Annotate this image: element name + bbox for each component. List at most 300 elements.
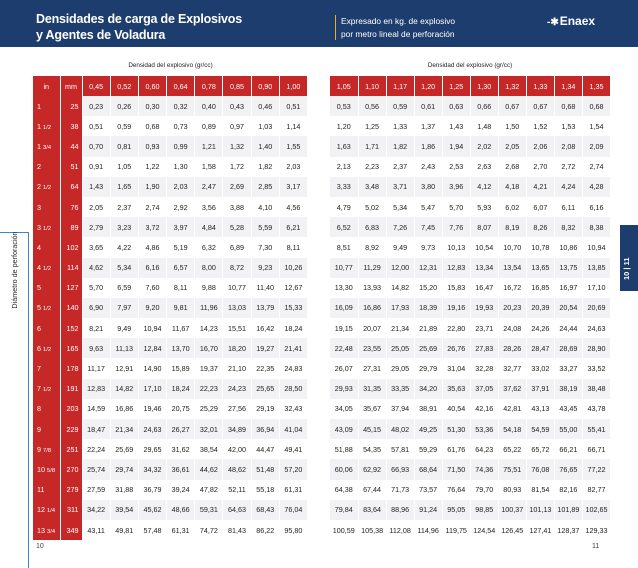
table-cell: 79,70 xyxy=(470,480,498,500)
table-cell: 1,32 xyxy=(223,136,251,156)
diameter-inches xyxy=(33,217,60,237)
diameter-inches-whole: 10 xyxy=(37,464,45,474)
diameter-mm: 191 xyxy=(60,379,82,399)
diameter-inches-whole: 2 xyxy=(37,182,41,192)
table-cell: 9,88 xyxy=(195,278,223,298)
diameter-inches-whole: 5 xyxy=(37,303,41,313)
table-cell: 24,83 xyxy=(279,358,307,378)
table-cell: 5,02 xyxy=(358,197,386,217)
diameter-inches-fraction: 1/2 xyxy=(43,185,52,192)
header-density: 1,35 xyxy=(582,76,610,96)
table-cell: 75,51 xyxy=(498,459,526,479)
table-cell: 19,46 xyxy=(138,399,166,419)
table-cell: 8,19 xyxy=(498,217,526,237)
table-row xyxy=(330,258,611,278)
diameter-inches-whole: 8 xyxy=(37,404,41,414)
table-cell: 5,47 xyxy=(414,197,442,217)
table-cell: 4,86 xyxy=(138,237,166,257)
table-cell: 119,75 xyxy=(442,520,470,540)
table-cell: 10,94 xyxy=(138,318,166,338)
table-cell: 24,63 xyxy=(582,318,610,338)
table-cell: 8,72 xyxy=(223,258,251,278)
table-cell: 8,38 xyxy=(582,217,610,237)
table-row xyxy=(33,399,308,419)
table-row xyxy=(330,358,611,378)
table-cell: 1,43 xyxy=(82,177,110,197)
diameter-mm: 51 xyxy=(60,157,82,177)
table-cell: 71,50 xyxy=(442,459,470,479)
table-cell: 4,84 xyxy=(195,217,223,237)
diameter-inches xyxy=(33,96,60,116)
table-cell: 5,70 xyxy=(442,197,470,217)
table-cell: 31,62 xyxy=(167,439,195,459)
table-cell: 10,78 xyxy=(526,237,554,257)
diameter-mm: 203 xyxy=(60,399,82,419)
table-cell: 1,71 xyxy=(358,136,386,156)
diameter-inches-whole: 11 xyxy=(37,485,45,495)
table-cell: 44,47 xyxy=(251,439,279,459)
table-cell: 49,25 xyxy=(414,419,442,439)
table-cell: 19,16 xyxy=(442,298,470,318)
table-cell: 61,31 xyxy=(167,520,195,540)
table-cell: 0,70 xyxy=(82,136,110,156)
diameter-inches-whole: 9 xyxy=(37,424,41,434)
table-cell: 20,07 xyxy=(358,318,386,338)
table-row xyxy=(330,459,611,479)
table-cell: 6,11 xyxy=(554,197,582,217)
table-cell: 13,85 xyxy=(582,258,610,278)
table-cell: 25,65 xyxy=(251,379,279,399)
table-cell: 39,24 xyxy=(167,480,195,500)
table-cell: 100,37 xyxy=(498,500,526,520)
table-cell: 0,66 xyxy=(470,96,498,116)
table-cell: 24,23 xyxy=(223,379,251,399)
table-cell: 8,51 xyxy=(330,237,358,257)
table-cell: 16,86 xyxy=(358,298,386,318)
table-cell: 65,22 xyxy=(498,439,526,459)
diameter-inches-fraction: 1/2 xyxy=(43,346,52,353)
table-cell: 43,13 xyxy=(526,399,554,419)
diameter-mm: 25 xyxy=(60,96,82,116)
diameter-mm: 114 xyxy=(60,258,82,278)
page-title xyxy=(36,11,242,43)
table-cell: 26,76 xyxy=(442,338,470,358)
header-density: 0,60 xyxy=(138,76,166,96)
table-cell: 36,79 xyxy=(138,480,166,500)
table-cell: 81,43 xyxy=(223,520,251,540)
table-cell: 54,18 xyxy=(498,419,526,439)
table-cell: 21,34 xyxy=(110,419,138,439)
diameter-inches-fraction: 5/8 xyxy=(47,467,56,474)
table-cell: 9,81 xyxy=(167,298,195,318)
table-cell: 62,92 xyxy=(358,459,386,479)
table-cell: 21,34 xyxy=(386,318,414,338)
table-cell: 33,02 xyxy=(526,358,554,378)
subtitle-line-1: Expresado en kg. de explosivo xyxy=(341,16,456,26)
table-cell: 36,61 xyxy=(167,459,195,479)
table-cell: 11,29 xyxy=(358,258,386,278)
table-cell: 38,91 xyxy=(414,399,442,419)
table-cell: 31,35 xyxy=(358,379,386,399)
diameter-inches-whole: 6 xyxy=(37,343,41,353)
table-cell: 37,91 xyxy=(526,379,554,399)
table-cell: 34,22 xyxy=(82,500,110,520)
table-cell: 4,79 xyxy=(330,197,358,217)
table-cell: 33,52 xyxy=(582,358,610,378)
table-cell: 15,51 xyxy=(223,318,251,338)
diameter-mm: 229 xyxy=(60,419,82,439)
table-cell: 4,10 xyxy=(251,197,279,217)
table-cell: 31,04 xyxy=(442,358,470,378)
header-density: 1,30 xyxy=(470,76,498,96)
table-cell: 2,37 xyxy=(386,157,414,177)
table-cell: 22,24 xyxy=(82,439,110,459)
table-cell: 3,71 xyxy=(386,177,414,197)
table-cell: 57,81 xyxy=(386,439,414,459)
table-cell: 73,57 xyxy=(414,480,442,500)
table-cell: 102,65 xyxy=(582,500,610,520)
table-cell: 2,92 xyxy=(167,197,195,217)
table-row xyxy=(330,419,611,439)
table-cell: 100,59 xyxy=(330,520,358,540)
table-cell: 11,13 xyxy=(110,338,138,358)
table-cell: 0,81 xyxy=(110,136,138,156)
table-row xyxy=(33,358,308,378)
diameter-inches xyxy=(33,338,60,358)
table-row xyxy=(33,278,308,298)
table-header-row xyxy=(33,76,308,96)
table-cell: 0,89 xyxy=(195,116,223,136)
table-cell: 2,74 xyxy=(582,157,610,177)
table-cell: 17,10 xyxy=(582,278,610,298)
table-cell: 14,82 xyxy=(110,379,138,399)
table-cell: 15,20 xyxy=(414,278,442,298)
table-cell: 1,20 xyxy=(330,116,358,136)
diameter-inches-whole: 13 xyxy=(37,525,45,535)
table-row xyxy=(330,197,611,217)
table-cell: 14,59 xyxy=(82,399,110,419)
table-cell: 24,44 xyxy=(554,318,582,338)
table-cell: 1,50 xyxy=(498,116,526,136)
table-row xyxy=(330,96,611,116)
table-cell: 1,63 xyxy=(330,136,358,156)
table-cell: 74,36 xyxy=(470,459,498,479)
table-cell: 4,56 xyxy=(279,197,307,217)
table-cell: 59,31 xyxy=(195,500,223,520)
table-cell: 0,40 xyxy=(195,96,223,116)
table-cell: 76,08 xyxy=(526,459,554,479)
table-cell: 9,49 xyxy=(110,318,138,338)
table-cell: 0,59 xyxy=(110,116,138,136)
table-cell: 24,63 xyxy=(138,419,166,439)
table-cell: 12,83 xyxy=(82,379,110,399)
table-cell: 0,67 xyxy=(498,96,526,116)
table-cell: 38,48 xyxy=(582,379,610,399)
table-cell: 0,93 xyxy=(138,136,166,156)
table-cell: 43,78 xyxy=(582,399,610,419)
diameter-inches xyxy=(33,116,60,136)
table-cell: 0,91 xyxy=(82,157,110,177)
header-density: 1,25 xyxy=(442,76,470,96)
table-cell: 15,33 xyxy=(279,298,307,318)
table-cell: 71,73 xyxy=(386,480,414,500)
table-cell: 2,63 xyxy=(470,157,498,177)
diameter-inches xyxy=(33,399,60,419)
table-row xyxy=(330,136,611,156)
table-cell: 1,05 xyxy=(110,157,138,177)
table-cell: 0,56 xyxy=(358,96,386,116)
table-cell: 1,30 xyxy=(167,157,195,177)
diameter-inches xyxy=(33,379,60,399)
table-cell: 13,79 xyxy=(251,298,279,318)
table-row xyxy=(33,136,308,156)
table-cell: 21,41 xyxy=(279,338,307,358)
table-cell: 7,45 xyxy=(414,217,442,237)
header-divider xyxy=(335,15,336,40)
table-row xyxy=(330,338,611,358)
table-cell: 16,09 xyxy=(330,298,358,318)
table-cell: 13,75 xyxy=(554,258,582,278)
table-cell: 52,11 xyxy=(223,480,251,500)
table-cell: 14,23 xyxy=(195,318,223,338)
table-cell: 60,06 xyxy=(330,459,358,479)
table-cell: 19,15 xyxy=(330,318,358,338)
table-cell: 16,97 xyxy=(554,278,582,298)
header-density: 0,85 xyxy=(223,76,251,96)
table-cell: 13,65 xyxy=(526,258,554,278)
table-cell: 2,23 xyxy=(358,157,386,177)
table-cell: 1,40 xyxy=(251,136,279,156)
table-cell: 80,93 xyxy=(498,480,526,500)
table-cell: 6,52 xyxy=(330,217,358,237)
diameter-mm: 64 xyxy=(60,177,82,197)
table-cell: 3,97 xyxy=(167,217,195,237)
table-cell: 23,55 xyxy=(358,338,386,358)
table-cell: 0,59 xyxy=(386,96,414,116)
table-cell: 29,93 xyxy=(330,379,358,399)
diameter-inches-fraction: 1/2 xyxy=(43,225,52,232)
table-cell: 22,35 xyxy=(251,358,279,378)
table-cell: 10,86 xyxy=(554,237,582,257)
table-cell: 1,48 xyxy=(470,116,498,136)
table-cell: 13,70 xyxy=(167,338,195,358)
table-cell: 22,23 xyxy=(195,379,223,399)
table-cell: 57,48 xyxy=(138,520,166,540)
diameter-mm: 152 xyxy=(60,318,82,338)
table-cell: 3,23 xyxy=(110,217,138,237)
table-cell: 51,88 xyxy=(330,439,358,459)
table-row xyxy=(330,237,611,257)
table-row xyxy=(33,217,308,237)
table-cell: 2,08 xyxy=(554,136,582,156)
table-cell: 2,79 xyxy=(82,217,110,237)
table-row xyxy=(330,520,611,540)
table-row xyxy=(33,116,308,136)
table-cell: 2,53 xyxy=(442,157,470,177)
table-cell: 8,11 xyxy=(279,237,307,257)
table-cell: 39,54 xyxy=(110,500,138,520)
table-cell: 29,74 xyxy=(110,459,138,479)
table-cell: 77,22 xyxy=(582,459,610,479)
table-cell: 0,67 xyxy=(526,96,554,116)
table-cell: 19,37 xyxy=(195,358,223,378)
table-cell: 11,17 xyxy=(82,358,110,378)
table-cell: 13,03 xyxy=(223,298,251,318)
table-cell: 12,67 xyxy=(279,278,307,298)
table-row xyxy=(330,480,611,500)
diameter-inches-whole: 5 xyxy=(37,283,41,293)
header-density: 0,64 xyxy=(167,76,195,96)
table-cell: 2,85 xyxy=(251,177,279,197)
table-cell: 37,62 xyxy=(498,379,526,399)
table-cell: 8,07 xyxy=(470,217,498,237)
table-cell: 20,69 xyxy=(582,298,610,318)
diameter-inches-whole: 3 xyxy=(37,202,41,212)
title-line-1: Densidades de carga de Explosivos xyxy=(36,12,242,26)
table-cell: 8,00 xyxy=(195,258,223,278)
table-cell: 0,53 xyxy=(330,96,358,116)
table-cell: 5,34 xyxy=(386,197,414,217)
diameter-mm: 279 xyxy=(60,480,82,500)
table-cell: 2,68 xyxy=(498,157,526,177)
page-number-left: 10 xyxy=(36,543,44,550)
table-cell: 26,07 xyxy=(330,358,358,378)
table-cell: 7,60 xyxy=(138,278,166,298)
table-cell: 3,72 xyxy=(138,217,166,237)
table-cell: 20,54 xyxy=(554,298,582,318)
table-cell: 124,54 xyxy=(470,520,498,540)
diameter-inches-whole: 1 xyxy=(37,141,41,151)
table-cell: 19,93 xyxy=(470,298,498,318)
table-cell: 2,72 xyxy=(554,157,582,177)
table-cell: 1,03 xyxy=(251,116,279,136)
table-row xyxy=(330,439,611,459)
diameter-mm: 89 xyxy=(60,217,82,237)
table-cell: 9,23 xyxy=(251,258,279,278)
diameter-mm: 251 xyxy=(60,439,82,459)
table-cell: 7,97 xyxy=(110,298,138,318)
diameter-mm: 44 xyxy=(60,136,82,156)
table-cell: 42,81 xyxy=(498,399,526,419)
table-cell: 64,63 xyxy=(223,500,251,520)
table-cell: 25,69 xyxy=(414,338,442,358)
table-cell: 26,27 xyxy=(167,419,195,439)
table-cell: 88,96 xyxy=(386,500,414,520)
diameter-inches xyxy=(33,480,60,500)
table-cell: 0,68 xyxy=(138,116,166,136)
diameter-mm: 311 xyxy=(60,500,82,520)
table-row xyxy=(330,278,611,298)
table-cell: 9,20 xyxy=(138,298,166,318)
table-cell: 5,28 xyxy=(223,217,251,237)
table-cell: 27,59 xyxy=(82,480,110,500)
table-row xyxy=(330,379,611,399)
table-cell: 28,90 xyxy=(582,338,610,358)
diameter-mm: 165 xyxy=(60,338,82,358)
page-tab-label: 10 | 11 xyxy=(622,257,631,280)
table-cell: 53,36 xyxy=(470,419,498,439)
table-cell: 34,89 xyxy=(223,419,251,439)
table-cell: 82,77 xyxy=(582,480,610,500)
table-row xyxy=(33,338,308,358)
table-cell: 1,43 xyxy=(442,116,470,136)
table-cell: 33,35 xyxy=(386,379,414,399)
table-cell: 16,47 xyxy=(470,278,498,298)
table-cell: 65,72 xyxy=(526,439,554,459)
table-cell: 12,91 xyxy=(110,358,138,378)
table-cell: 21,10 xyxy=(223,358,251,378)
header-density: 0,78 xyxy=(195,76,223,96)
table-cell: 42,00 xyxy=(223,439,251,459)
diameter-mm: 76 xyxy=(60,197,82,217)
table-cell: 45,62 xyxy=(138,500,166,520)
table-cell: 1,21 xyxy=(195,136,223,156)
table-row xyxy=(33,298,308,318)
table-cell: 23,71 xyxy=(470,318,498,338)
table-cell: 55,41 xyxy=(582,419,610,439)
diameter-inches xyxy=(33,136,60,156)
table-row xyxy=(330,318,611,338)
header-in: in xyxy=(33,76,60,96)
table-row xyxy=(330,177,611,197)
diameter-inches xyxy=(33,278,60,298)
table-cell: 10,77 xyxy=(223,278,251,298)
table-cell: 67,44 xyxy=(358,480,386,500)
table-cell: 7,30 xyxy=(251,237,279,257)
table-cell: 83,64 xyxy=(358,500,386,520)
table-row xyxy=(33,96,308,116)
table-cell: 49,81 xyxy=(110,520,138,540)
table-cell: 10,70 xyxy=(498,237,526,257)
table-row xyxy=(33,318,308,338)
table-cell: 6,32 xyxy=(195,237,223,257)
table-cell: 114,96 xyxy=(414,520,442,540)
table-cell: 12,00 xyxy=(386,258,414,278)
table-header-row xyxy=(330,76,611,96)
table-cell: 81,54 xyxy=(526,480,554,500)
diameter-inches-whole: 1 xyxy=(37,101,41,111)
table-cell: 13,93 xyxy=(358,278,386,298)
table-cell: 59,29 xyxy=(414,439,442,459)
table-cell: 8,26 xyxy=(526,217,554,237)
table-cell: 0,61 xyxy=(414,96,442,116)
table-cell: 4,24 xyxy=(554,177,582,197)
table-cell: 0,99 xyxy=(167,136,195,156)
diameter-inches-whole: 9 xyxy=(37,444,41,454)
table-cell: 1,55 xyxy=(279,136,307,156)
table-cell: 16,72 xyxy=(498,278,526,298)
table-cell: 3,80 xyxy=(414,177,442,197)
table-cell: 10,13 xyxy=(442,237,470,257)
table-cell: 0,51 xyxy=(279,96,307,116)
table-cell: 3,33 xyxy=(330,177,358,197)
table-cell: 8,21 xyxy=(82,318,110,338)
table-cell: 10,54 xyxy=(470,237,498,257)
header-density: 1,00 xyxy=(279,76,307,96)
table-cell: 11,96 xyxy=(195,298,223,318)
header-density: 0,45 xyxy=(82,76,110,96)
diameter-axis-label: Diámetro de perforación xyxy=(10,231,19,309)
table-cell: 16,85 xyxy=(526,278,554,298)
table-cell: 18,47 xyxy=(82,419,110,439)
table-cell: 2,69 xyxy=(223,177,251,197)
table-cell: 1,94 xyxy=(442,136,470,156)
diameter-inches xyxy=(33,157,60,177)
diameter-mm: 140 xyxy=(60,298,82,318)
table-cell: 9,63 xyxy=(82,338,110,358)
table-cell: 66,93 xyxy=(386,459,414,479)
page-number-right: 11 xyxy=(592,543,600,550)
